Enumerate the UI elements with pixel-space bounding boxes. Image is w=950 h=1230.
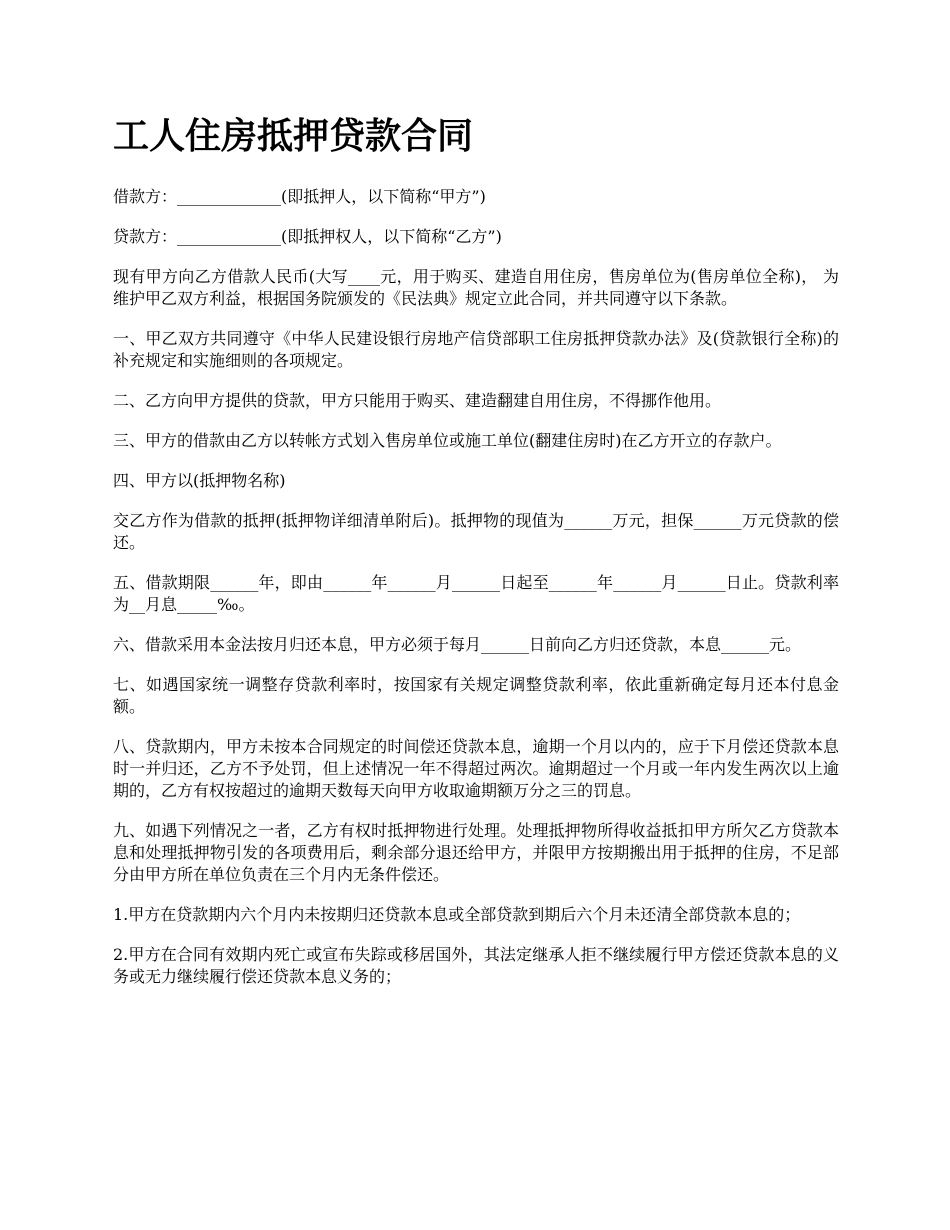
- clause-8: 八、贷款期内，甲方未按本合同规定的时间偿还贷款本息，逾期一个月以内的，应于下月偿还贷款本息时一并归还，乙方不予处罚，但上述情况一年不得超过两次。逾期超过一个月或一年内发生两次以上逾期的，乙方有权按超过的逾期天数每天向甲方收取逾期额万分之三的罚息。: [113, 737, 839, 800]
- paragraph-borrower: 借款方：_____________(即抵押人，以下简称“甲方”): [113, 187, 486, 206]
- clause-1: 一、甲乙双方共同遵守《中华人民建设银行房地产信贷部职工住房抵押贷款办法》及(贷款银行全称)的补充规定和实施细则的各项规定。: [113, 329, 839, 370]
- clause-9-item-1: 1.甲方在贷款期内六个月内未按期归还贷款本息或全部贷款到期后六个月未还清全部贷款本息的；: [113, 905, 801, 924]
- document-page: [113, 112, 839, 1006]
- clause-4-continued: 交乙方作为借款的抵押(抵押物详细清单附后)。抵押物的现值为______万元，担保______万元贷款的偿还。: [113, 511, 839, 552]
- clause-4: 四、甲方以(抵押物名称): [113, 471, 286, 490]
- clause-9-item-2: 2.甲方在合同有效期内死亡或宣布失踪或移居国外，其法定继承人拒不继续履行甲方偿还贷款本息的义务或无力继续履行偿还贷款本息义务的；: [113, 945, 839, 986]
- clause-6: 六、借款采用本金法按月归还本息，甲方必须于每月______日前向乙方归还贷款，本息______元。: [113, 635, 802, 654]
- clause-3: 三、甲方的借款由乙方以转帐方式划入售房单位或施工单位(翻建住房时)在乙方开立的存款户。: [113, 431, 782, 450]
- clause-5: 五、借款期限______年，即由______年______月______日起至______年______月______日止。贷款利率为__月息_____‰。: [113, 573, 839, 614]
- paragraph-lender: 贷款方：_____________(即抵押权人，以下简称“乙方”): [113, 227, 502, 246]
- document-title: 工人住房抵押贷款合同: [113, 115, 474, 157]
- clause-2: 二、乙方向甲方提供的贷款，甲方只能用于购买、建造翻建自用住房，不得挪作他用。: [113, 391, 722, 410]
- clause-7: 七、如遇国家统一调整存贷款利率时，按国家有关规定调整贷款利率，依此重新确定每月还本付息金额。: [113, 675, 839, 716]
- clause-9: 九、如遇下列情况之一者，乙方有权时抵押物进行处理。处理抵押物所得收益抵扣甲方所欠乙方贷款本息和处理抵押物引发的各项费用后，剩余部分退还给甲方，并限甲方按期搬出用于抵押的住房，不足部分由甲方所在单位负责在三个月内无条件偿还。: [113, 821, 839, 884]
- paragraph-preamble: 现有甲方向乙方借款人民币(大写____元，用于购买、建造自用住房，售房单位为(售房单位全称)， 为维护甲乙双方利益，根据国务院颁发的《民法典》规定立此合同，并共同遵守以下条款。: [113, 267, 839, 308]
